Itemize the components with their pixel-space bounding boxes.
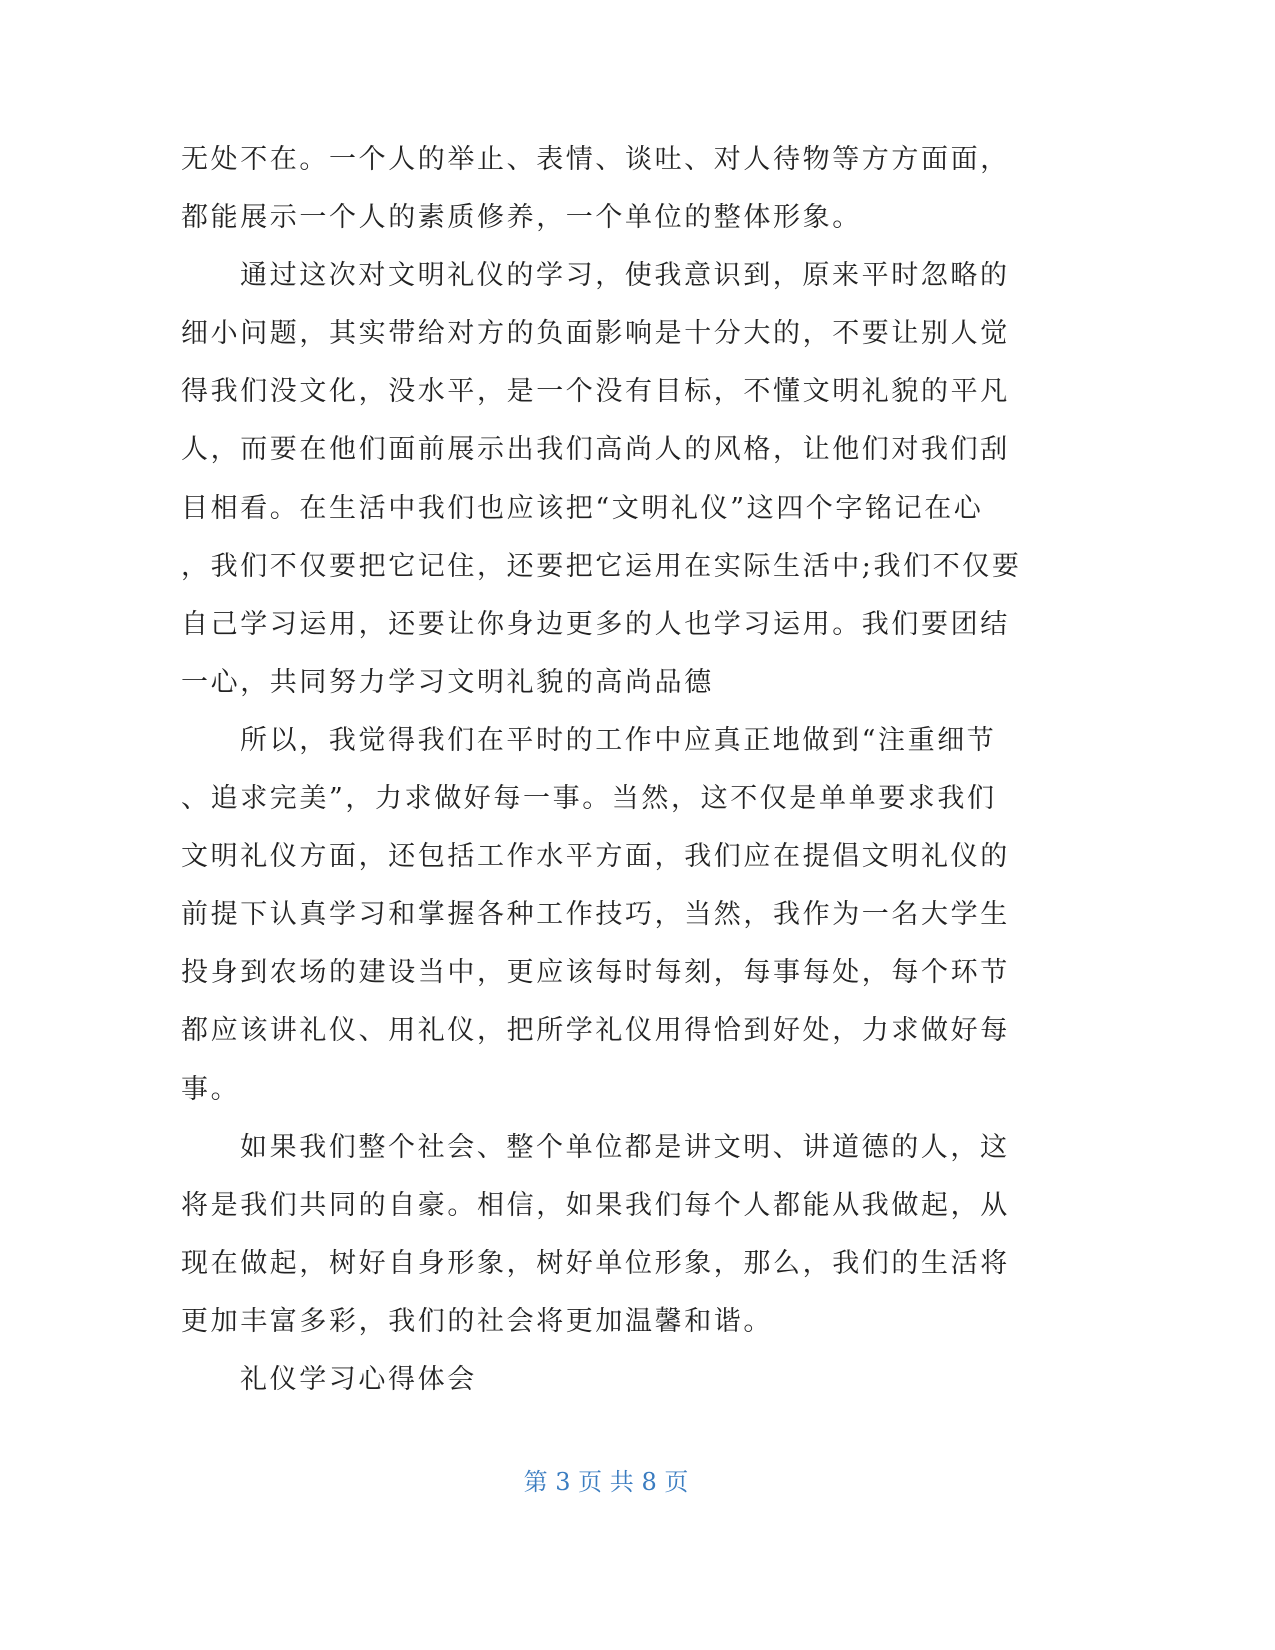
text-line: 都应该讲礼仪、用礼仪，把所学礼仪用得恰到好处，力求做好每 <box>181 1015 1010 1047</box>
text-line: 细小问题，其实带给对方的负面影响是十分大的，不要让别人觉 <box>181 318 1010 350</box>
text-line: 更加丰富多彩，我们的社会将更加温馨和谐。 <box>181 1305 773 1337</box>
text-line: 目相看。在生活中我们也应该把“文明礼仪”这四个字铭记在心 <box>181 492 984 524</box>
document-body <box>181 131 1061 1409</box>
text-line: 现在做起，树好自身形象，树好单位形象，那么，我们的生活将 <box>181 1247 1010 1279</box>
text-line: 文明礼仪方面，还包括工作水平方面，我们应在提倡文明礼仪的 <box>181 841 1010 873</box>
text-line: 通过这次对文明礼仪的学习，使我意识到，原来平时忽略的 <box>240 260 1010 292</box>
paragraph-learning <box>181 247 1061 712</box>
text-line: 如果我们整个社会、整个单位都是讲文明、讲道德的人，这 <box>240 1131 1010 1163</box>
paragraph-society <box>181 1119 1061 1351</box>
text-line: 前提下认真学习和掌握各种工作技巧，当然，我作为一名大学生 <box>181 899 1010 931</box>
paragraph-continuation <box>181 131 1061 247</box>
text-line: 一心，共同努力学习文明礼貌的高尚品德 <box>181 666 714 698</box>
text-line: 将是我们共同的自豪。相信，如果我们每个人都能从我做起，从 <box>181 1189 1010 1221</box>
text-line: 人，而要在他们面前展示出我们高尚人的风格，让他们对我们刮 <box>181 434 1010 466</box>
page-footer: 第 3 页 共 8 页 <box>523 1468 689 1496</box>
text-line: 得我们没文化，没水平，是一个没有目标，不懂文明礼貌的平凡 <box>181 376 1010 408</box>
text-line: 事。 <box>181 1073 241 1105</box>
text-line: 无处不在。一个人的举止、表情、谈吐、对人待物等方方面面， <box>181 144 1010 175</box>
heading-line: 礼仪学习心得体会 <box>240 1363 477 1395</box>
text-line: ，我们不仅要把它记住，还要把它运用在实际生活中;我们不仅要 <box>181 550 1022 582</box>
text-line: 都能展示一个人的素质修养，一个单位的整体形象。 <box>181 202 862 234</box>
text-line: 自己学习运用，还要让你身边更多的人也学习运用。我们要团结 <box>181 608 1010 640</box>
text-line: 所以，我觉得我们在平时的工作中应真正地做到“注重细节 <box>240 724 997 756</box>
section-heading <box>181 1351 1061 1409</box>
text-line: 投身到农场的建设当中，更应该每时每刻，每事每处，每个环节 <box>181 957 1010 989</box>
text-line: 、追求完美”，力求做好每一事。当然，这不仅是单单要求我们 <box>181 783 997 815</box>
paragraph-work <box>181 712 1061 1119</box>
